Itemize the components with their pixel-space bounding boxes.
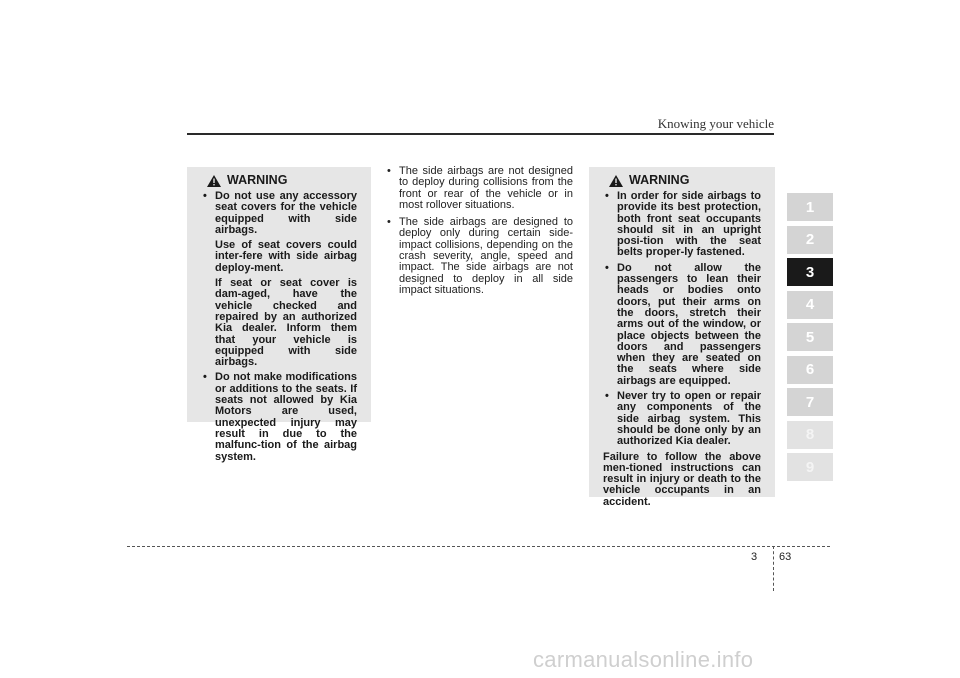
warning-box-left [187, 167, 371, 463]
chapter-tab-3[interactable]: 3 [787, 258, 833, 286]
header-rule [187, 133, 774, 135]
warning-left-item-2-text: Do not make modifications or additions to the seats. If seats not allowed by Kia Motors are used, unexpected injury may result in due to the malfunc-tion of the airbag system. [215, 371, 357, 463]
warning-triangle-icon [609, 175, 623, 187]
middle-column [385, 166, 573, 302]
page-header-title: Knowing your vehicle [657, 116, 774, 131]
chapter-tab-4[interactable]: 4 [787, 291, 833, 319]
chapter-tab-2[interactable]: 2 [787, 226, 833, 254]
middle-item-2: • The side airbags are designed to deploy only during certain side-impact collisions, depending on the crash severity, angle, speed and impact. The side airbags are not designed to deploy in all side impact situations. [385, 217, 573, 296]
chapter-tab-8[interactable]: 8 [787, 421, 833, 449]
warning-title-text: WARNING [227, 173, 288, 188]
middle-item-1: • The side airbags are not designed to deploy during collisions from the front or rear of the vehicle or in most rollover situations. [385, 166, 573, 211]
warning-left-item-2 [201, 372, 357, 462]
warning-right-item-1: • In order for side airbags to provide its best protection, both front seat occupants should sit in an upright posi-tion with the seat belts proper-ly fastened. [603, 191, 761, 259]
warning-left-item-1-para-2: If seat or seat cover is dam-aged, have the vehicle checked and repaired by an authorized Kia dealer. Inform them that your vehicle is equipped with side airbags. [215, 277, 357, 369]
chapter-tab-9[interactable]: 9 [787, 453, 833, 481]
warning-right-footer: Failure to follow the above men-tioned instructions can result in injury or death to the vehicle occupants in an accident. [603, 450, 761, 508]
chapter-tab-6[interactable]: 6 [787, 356, 833, 384]
footer-rule [127, 546, 830, 547]
footer-divider [773, 546, 774, 591]
warning-left-item-1 [201, 191, 357, 368]
warning-title-text: WARNING [629, 173, 690, 188]
warning-right-item-3: • Never try to open or repair any components of the side airbag system. This should be done only by an authorized Kia dealer. [603, 391, 761, 447]
warning-title-right [609, 175, 761, 187]
chapter-tab-1[interactable]: 1 [787, 193, 833, 221]
footer-chapter-number: 3 [751, 551, 758, 563]
chapter-tabs [787, 193, 833, 486]
chapter-tab-5[interactable]: 5 [787, 323, 833, 351]
warning-box-right [589, 167, 775, 508]
chapter-tab-7[interactable]: 7 [787, 388, 833, 416]
footer-page-number: 63 [779, 551, 792, 563]
warning-right-item-2: • Do not allow the passengers to lean their heads or bodies onto doors, put their arms on the doors, stretch their arms out of the window, or place objects between the doors and passengers when they are seated on the seats where side airbags are equipped. [603, 263, 761, 387]
warning-left-item-1-text: Do not use any accessory seat covers for the vehicle equipped with side airbags. [215, 190, 357, 236]
warning-left-item-1-para-1: Use of seat covers could inter-fere with side airbag deploy-ment. [215, 239, 357, 274]
warning-title-left [207, 175, 357, 187]
watermark: carmanualsonline.info [533, 647, 754, 672]
warning-triangle-icon [207, 175, 221, 187]
